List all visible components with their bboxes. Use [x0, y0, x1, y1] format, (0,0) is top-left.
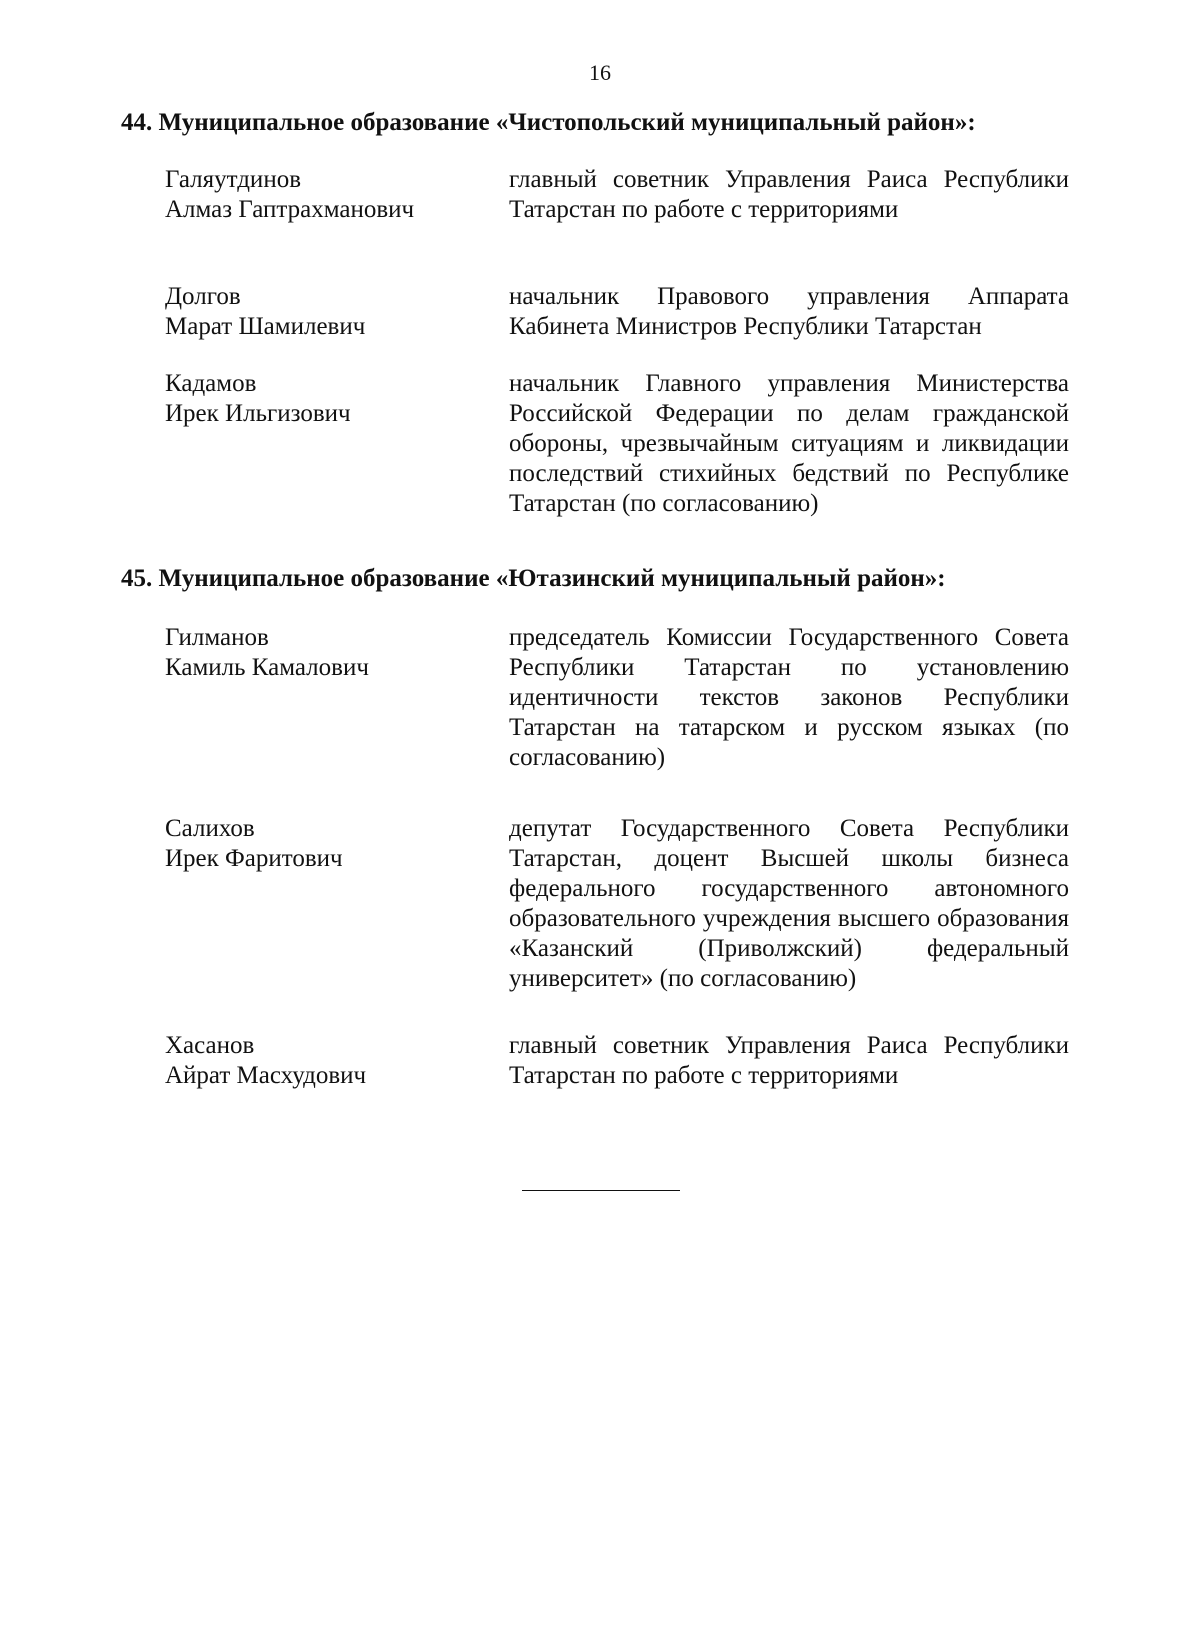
member-given-names: Ирек Фаритович: [165, 845, 343, 872]
member-given-names: Камиль Камалович: [165, 654, 369, 681]
member-surname: Долгов: [165, 283, 241, 310]
member-name: [165, 282, 485, 342]
member-surname: Хасанов: [165, 1032, 255, 1059]
member-surname: Кадамов: [165, 370, 257, 397]
member-role: начальник Правового управления Аппарата Кабинета Министров Республики Татарстан: [509, 283, 1069, 340]
member-surname: Салихов: [165, 815, 255, 842]
member-role: председатель Комиссии Государственного Совета Республики Татарстан по установлению идентичности текстов законов Республики Татарстан на татарском и русском языках (по согласованию): [509, 624, 1069, 771]
member-given-names: Алмаз Гаптрахманович: [165, 196, 415, 223]
member-given-names: Марат Шамилевич: [165, 313, 366, 340]
member-given-names: Ирек Ильгизович: [165, 400, 351, 427]
member-surname: Галяутдинов: [165, 166, 301, 193]
member-name: [165, 369, 485, 429]
member-surname: Гилманов: [165, 624, 269, 651]
member-name: [165, 623, 485, 683]
member-role: начальник Главного управления Министерства Российской Федерации по делам гражданской обороны, чрезвычайным ситуациям и ликвидации последствий стихийных бедствий по Республике Татарстан (по согласованию): [509, 370, 1069, 517]
member-role: главный советник Управления Раиса Республики Татарстан по работе с территориями: [509, 166, 1069, 223]
member-name: [165, 814, 485, 874]
section-heading-44: 44. Муниципальное образование «Чистопольский муниципальный район»:: [121, 109, 976, 136]
member-role: главный советник Управления Раиса Республики Татарстан по работе с территориями: [509, 1032, 1069, 1089]
member-role: депутат Государственного Совета Республики Татарстан, доцент Высшей школы бизнеса федерального государственного автономного образовательного учреждения высшего образования «Казанский (Приволжский) федеральный университет» (по согласованию): [509, 815, 1069, 992]
member-name: [165, 1031, 485, 1091]
member-given-names: Айрат Масхудович: [165, 1062, 367, 1089]
member-name: [165, 165, 485, 225]
page-number: 16: [589, 60, 611, 85]
section-heading-45: 45. Муниципальное образование «Ютазинский муниципальный район»:: [121, 565, 946, 592]
end-separator-line: [522, 1190, 680, 1191]
